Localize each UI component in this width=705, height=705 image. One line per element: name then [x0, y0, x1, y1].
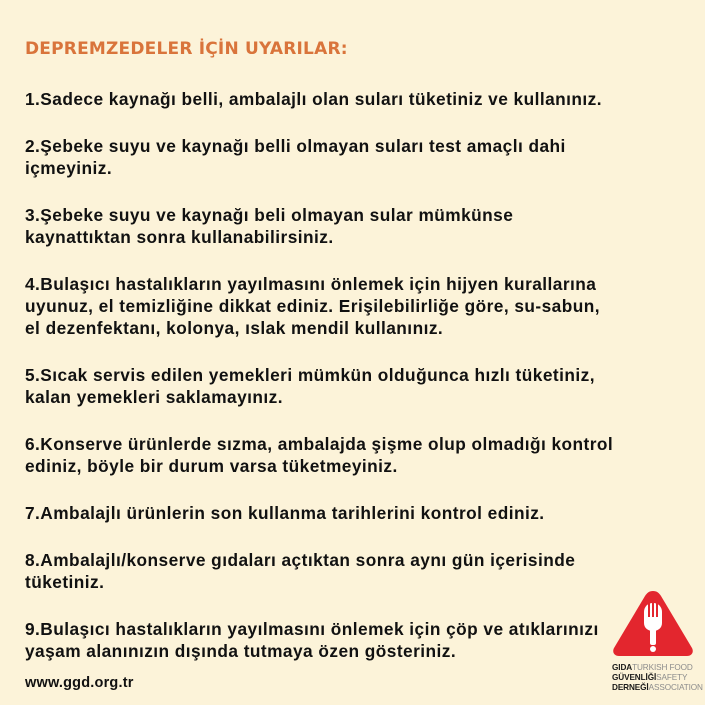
- logo-row: [612, 673, 698, 683]
- list-item: 2.Şebeke suyu ve kaynağı belli olmayan suları test amaçlı dahi içmeyiniz.: [25, 136, 566, 178]
- logo-row: [612, 663, 698, 673]
- website-url[interactable]: www.ggd.org.tr: [25, 675, 134, 691]
- list-item: 3.Şebeke suyu ve kaynağı beli olmayan sular mümkünse kaynattıktan sonra kullanabilirsiniz.: [25, 205, 514, 247]
- logo-wordmark: [612, 663, 703, 693]
- page-title: DEPREMZEDELER İÇİN UYARILAR:: [25, 39, 348, 59]
- logo-text-tr: GIDA: [612, 663, 633, 672]
- list-item: 8.Ambalajlı/konserve gıdaları açtıktan sonra aynı gün içerisinde tüketiniz.: [25, 550, 576, 592]
- list-item: 1.Sadece kaynağı belli, ambalajlı olan suları tüketiniz ve kullanınız.: [25, 89, 603, 109]
- association-logo: [610, 588, 703, 698]
- triangle-fork-icon: [610, 588, 696, 660]
- list-item: 5.Sıcak servis edilen yemekleri mümkün olduğunca hızlı tüketiniz, kalan yemekleri saklamayınız.: [25, 365, 595, 407]
- list-item: 4.Bulaşıcı hastalıkların yayılmasını önlemek için hijyen kurallarına uyunuz, el temizliğine dikkat ediniz. Erişilebilirliğe göre, su-sabun, el dezenfektanı, kolonya, ıslak mendil kullanınız.: [25, 274, 601, 338]
- logo-text-tr: GÜVENLİĞİ: [612, 673, 657, 682]
- logo-text-tr: DERNEĞİ: [612, 683, 649, 692]
- list-item: 9.Bulaşıcı hastalıkların yayılmasını önlemek için çöp ve atıklarınızı yaşam alanınızın dışında tutmaya özen gösteriniz.: [25, 619, 599, 661]
- logo-text-en: TURKISH FOOD: [632, 663, 693, 672]
- logo-row: [612, 683, 703, 693]
- list-item: 7.Ambalajlı ürünlerin son kullanma tarihlerini kontrol ediniz.: [25, 503, 545, 523]
- logo-text-en: SAFETY: [656, 673, 688, 682]
- warning-list: [25, 88, 688, 687]
- logo-text-en: ASSOCIATION: [648, 683, 703, 692]
- list-item: 6.Konserve ürünlerde sızma, ambalajda şişme olup olmadığı kontrol ediniz, böyle bir durum varsa tüketmeyiniz.: [25, 434, 614, 476]
